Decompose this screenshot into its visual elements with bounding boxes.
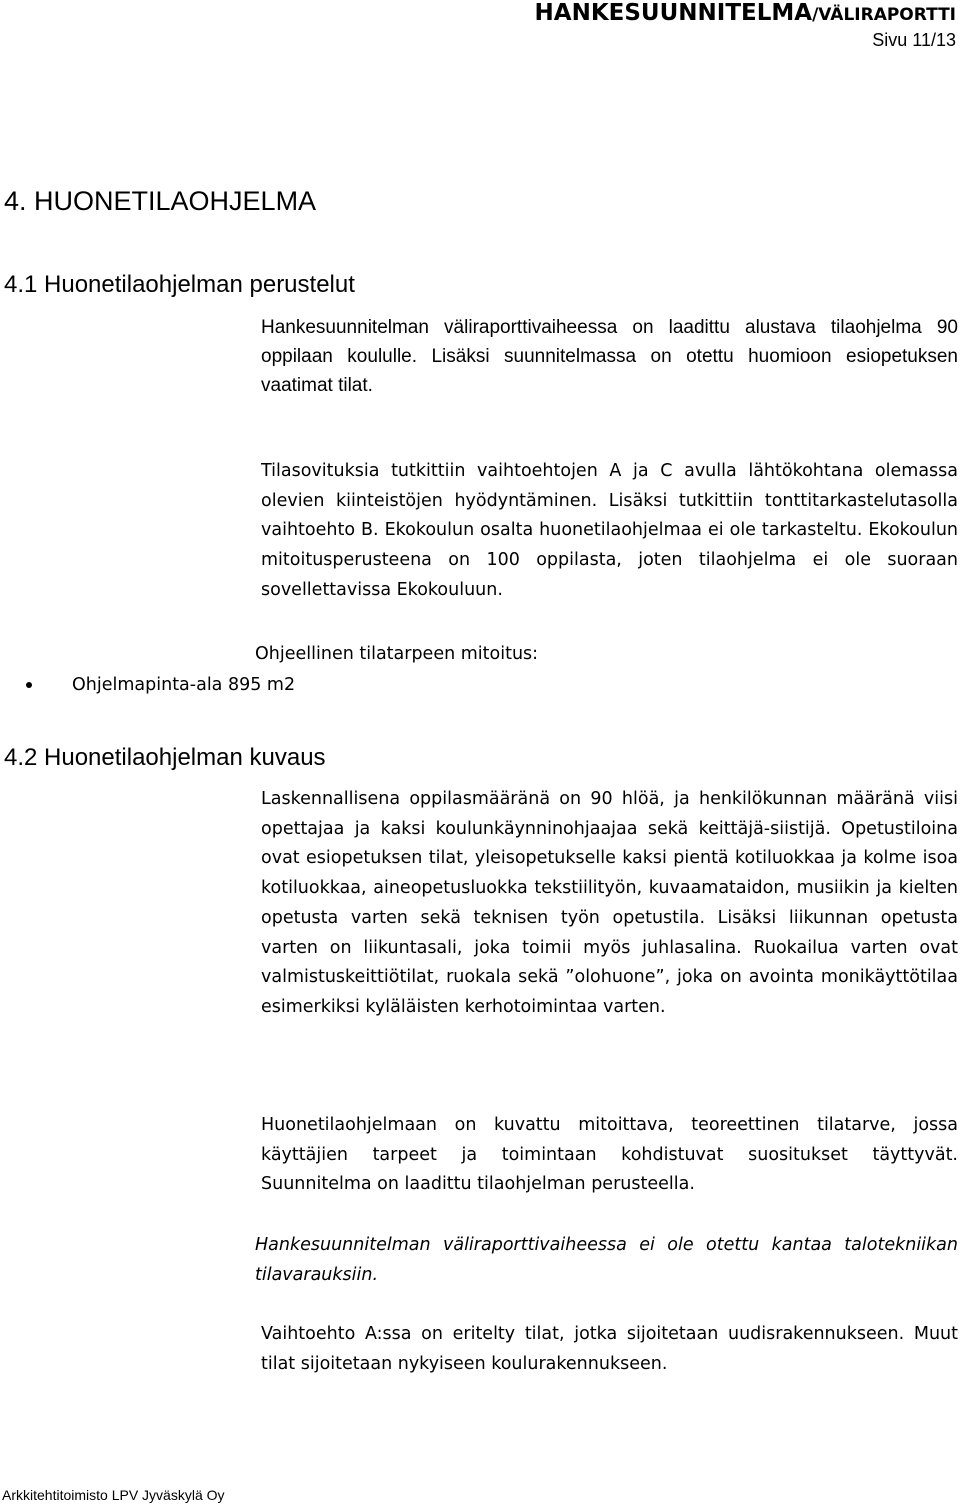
section-4-2-heading: 4.2 Huonetilaohjelman kuvaus (4, 744, 326, 771)
footer-company: Arkkitehtitoimisto LPV Jyväskylä Oy (2, 1487, 225, 1503)
sizing-label: Ohjeellinen tilatarpeen mitoitus: (255, 644, 539, 664)
section-4-2-paragraph-1: Laskennallisena oppilasmääränä on 90 hlöä, ja henkilökunnan määränä viisi opettajaa ja kaksi koulunkäynninohjaajaa sekä keittäjä-siistijä. Opetustiloina ovat esiopetuksen tilat, yleisopetukselle kaksi pientä kotiluokkaa ja kolme isoa kotiluokkaa, aineopetusluokka tekstiilityön, kuvaamataidon, musiikin ja kielten opetusta varten sekä teknisen työn opetustila. Lisäksi liikunnan opetusta varten on liikuntasali, joka toimii myös juhlasalina. Ruokailua varten ovat valmistuskeittiötilat, ruokala sekä ”olohuone”, joka on avointa monikäyttötilaa esimerkiksi kyläläisten kerhotoimintaa varten. (261, 789, 958, 1017)
section-4-2-paragraph-4: Vaihtoehto A:ssa on eritelty tilat, jotka sijoitetaan uudisrakennukseen. Muut tilat sijoitetaan nykyiseen koulurakennukseen. (261, 1324, 958, 1374)
header-subtitle: /VÄLIRAPORTTI (812, 5, 956, 25)
document-header-title (535, 0, 956, 28)
section-4-1-paragraph-2: Tilasovituksia tutkittiin vaihtoehtojen A ja C avulla lähtökohtana olemassa olevien kiinteistöjen hyödyntäminen. Lisäksi tutkittiin tonttitarkastelutasolla vaihtoehto B. Ekokoulun osalta huonetilaohjelmaa ei ole tarkasteltu. Ekokoulun mitoitusperusteena on 100 oppilasta, joten tilaohjelma ei ole suoraan sovellettavissa Ekokouluun. (261, 461, 958, 600)
section-4-2-paragraph-3: Hankesuunnitelman väliraporttivaiheessa ei ole otettu kantaa talotekniikan tilavarauksiin. (255, 1235, 958, 1285)
section-4-heading: 4. HUONETILAOHJELMA (4, 186, 317, 216)
program-area-item: Ohjelmapinta-ala 895 m2 (72, 675, 296, 695)
section-4-1-heading: 4.1 Huonetilaohjelman perustelut (4, 271, 355, 298)
section-4-2-paragraph-2: Huonetilaohjelmaan on kuvattu mitoittava, teoreettinen tilatarve, jossa käyttäjien tarpeet ja toimintaan kohdistuvat suositukset täyttyvät. Suunnitelma on laadittu tilaohjelman perusteella. (261, 1115, 958, 1195)
page-number: Sivu 11/13 (872, 30, 956, 50)
header-title: HANKESUUNNITELMA (534, 0, 813, 26)
bullet-icon (26, 682, 32, 688)
section-4-1-paragraph-1: Hankesuunnitelman väliraporttivaiheessa on laadittu alustava tilaohjelma 90 oppilaan koululle. Lisäksi suunnitelmassa on otettu huomioon esiopetuksen vaatimat tilat. (261, 317, 958, 396)
